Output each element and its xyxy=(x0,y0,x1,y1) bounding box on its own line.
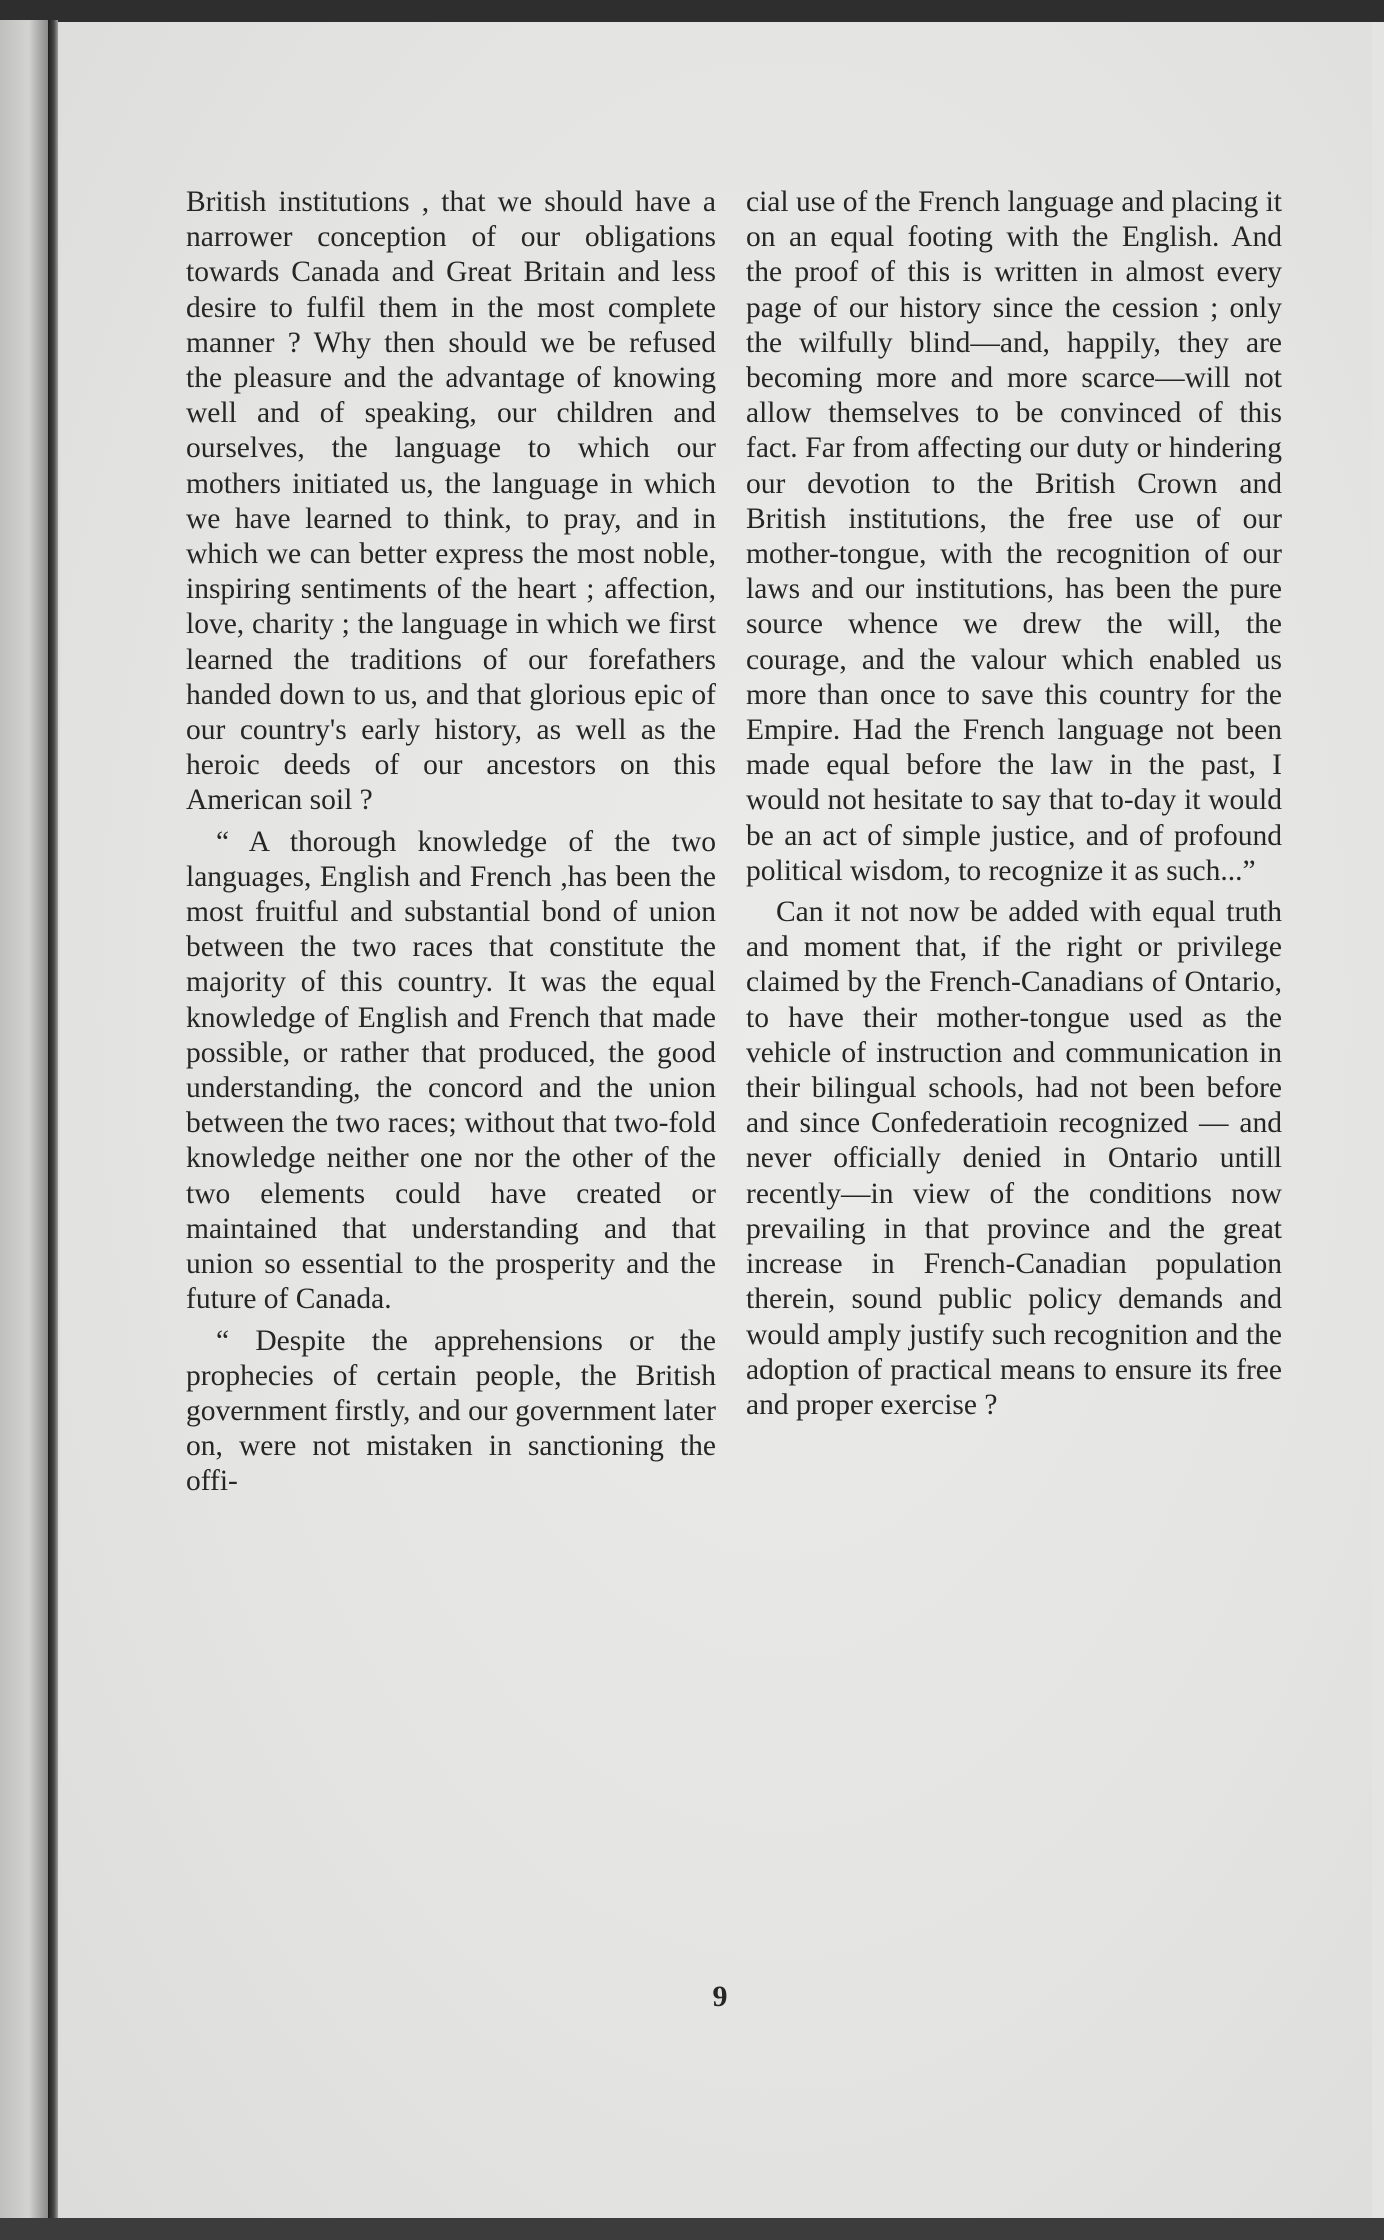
paragraph: British institutions , that we should have a narrower conception of our obligations towards Canada and Great Britain and less desire to fulfil them in the most complete manner ? Why then should we be refused the pleasure and the advantage of knowing well and of speaking, our children and ourselves, the language to which our mothers initiated us, the language in which we have learned to think, to pray, and in which we can better express the most noble, inspiring sentiments of the heart ; affection, love, charity ; the language in which we first learned the traditions of our forefathers handed down to us, and that glorious epic of our country's early history, as well as the heroic deeds of our ancestors on this American soil ? xyxy=(186,186,716,817)
previous-page-edge xyxy=(0,20,48,2220)
book-spine xyxy=(48,20,58,2220)
scan-bottom-edge xyxy=(0,2218,1384,2240)
right-text-column xyxy=(746,185,1282,1423)
paragraph: Can it not now be added with equal truth and moment that, if the right or privilege claimed by the French-Canadians of Ontario, to have their mother-tongue used as the vehicle of instruction and communication in their bilingual schools, had not been before and since Confederatioin recognized — and never officially denied in Ontario untill recently—in view of the conditions now prevailing in that province and the great increase in French-Canadian population therein, sound public policy demands and would amply justify such recognition and the adoption of practical means to ensure its free and proper exercise ? xyxy=(746,896,1282,1421)
scan-top-edge xyxy=(0,0,1384,22)
paragraph: “ Despite the apprehensions or the prophecies of certain people, the British government firstly, and our government later on, were not mistaken in sanctioning the offi- xyxy=(186,1324,716,1498)
left-text-column xyxy=(186,185,716,1500)
page-number: 9 xyxy=(712,1980,728,2013)
paragraph: cial use of the French language and placing it on an equal footing with the English. And the proof of this is written in almost every page of our history since the cession ; only the wilfully blind—and, happily, they are becoming more and more scarce—will not allow themselves to be convinced of this fact. Far from affecting our duty or hindering our devotion to the British Crown and British institutions, the free use of our mother-tongue, with the recognition of our laws and our institutions, has been the pure source whence we drew the will, the courage, and the valour which enabled us more than once to save this country for the Empire. Had the French language not been made equal before the law in the past, I would not hesitate to say that to-day it would be an act of simple justice, and of profound political wisdom, to recognize it as such...” xyxy=(746,186,1282,887)
paragraph: “ A thorough knowledge of the two languages, English and French ,has been the most fruitful and substantial bond of union between the two races that constitute the majority of this country. It was the equal knowledge of English and French that made possible, or rather that produced, the good understanding, the concord and the union between the two races; without that two-fold knowledge neither one nor the other of the two elements could have created or maintained that understanding and that union so essential to the prosperity and the future of Canada. xyxy=(186,825,716,1316)
